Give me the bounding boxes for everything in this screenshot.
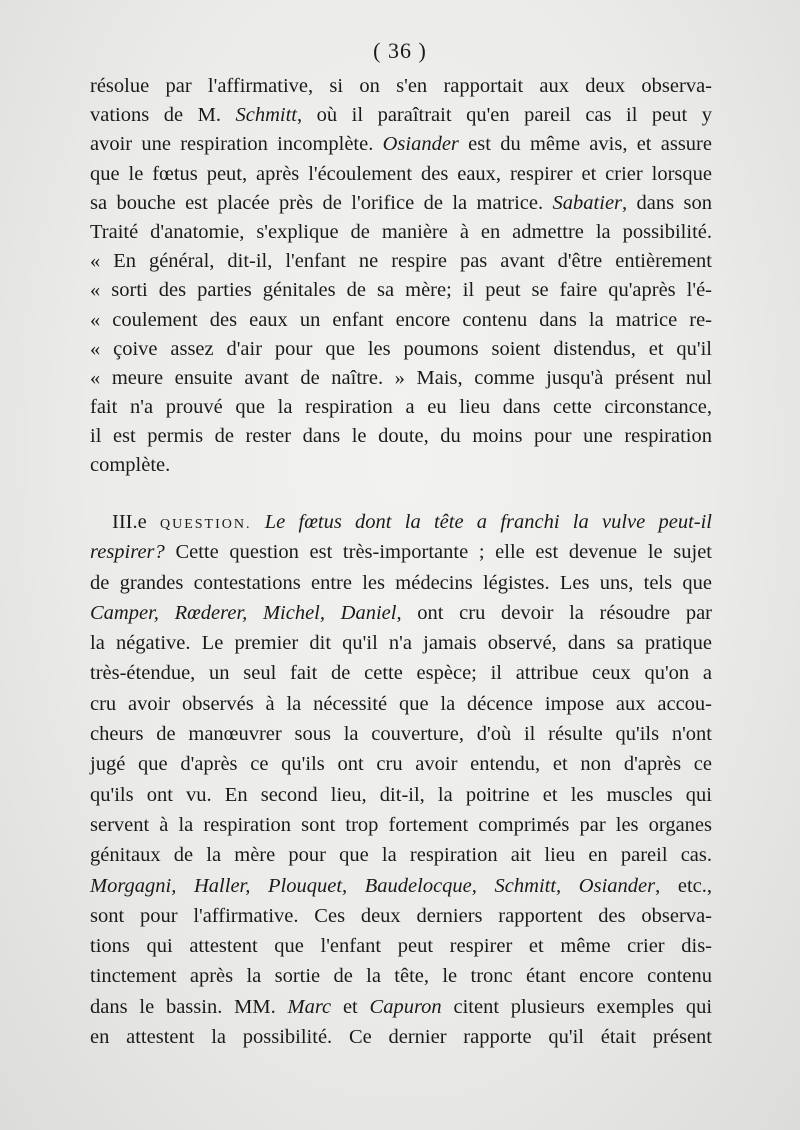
text-line: il est permis de rester dans le doute, du moins pour une respiration [90,425,712,448]
quote-line: « sorti des parties génitales de sa mère; il peut se faire qu'après l'é- [90,279,712,302]
text-line: résolue par l'affirmative, si on s'en rapportait aux deux observa- [90,75,712,97]
text-line: respirer? Cette question est très-importante ; elle est devenue le sujet [90,541,712,564]
author-name: Marc [287,995,332,1018]
text-line: génitaux de la mère pour que la respiration ait lieu en pareil cas. [90,844,712,867]
question-label: QUESTION. [159,517,252,532]
paragraph-1 [90,72,712,481]
text-line: sa bouche est placée près de l'orifice de la matrice. Sabatier, dans son [90,191,713,214]
question-text: respirer? [90,541,165,564]
author-name: Sabatier [552,191,623,214]
author-names: Morgagni, Haller, Plouquet, Baudelocque, Schmitt, Osiander [90,874,656,897]
paragraph-2 [90,507,712,1052]
text-line: la négative. Le premier dit qu'il n'a jamais observé, dans sa pratique [90,632,712,655]
question-text: Le fœtus dont la tête a franchi la vulve peut-il [264,511,713,533]
text-line: tions qui attestent que l'enfant peut respirer et même crier dis- [90,935,712,958]
text-line: fait n'a prouvé que la respiration a eu lieu dans cette circonstance, [90,396,712,419]
text-line: Camper, Rœderer, Michel, Daniel, ont cru devoir la résoudre par [90,601,712,624]
text-line: tinctement après la sortie de la tête, le tronc étant encore contenu [90,965,712,988]
text-line: Morgagni, Haller, Plouquet, Baudelocque, Schmitt, Osiander, etc., [90,874,712,897]
text-line: Traité d'anatomie, s'explique de manière à en admettre la possibilité. [90,220,712,243]
quote-line: « çoive assez d'air pour que les poumons soient distendus, et qu'il [90,337,712,360]
question-number: III.e [112,511,147,533]
text-line: cru avoir observés à la nécessité que la décence impose aux accou- [90,692,712,715]
author-name: Capuron [369,995,442,1018]
text-line: très-étendue, un seul fait de cette espèce; il attribue ceux qu'on a [90,662,712,685]
text-line: de grandes contestations entre les médecins légistes. Les uns, tels que [90,571,712,594]
text-line: vations de M. Schmitt, où il paraîtrait qu'en pareil cas il peut y [90,104,712,127]
question-heading [90,507,712,537]
text-line: qu'ils ont vu. En second lieu, dit-il, la poitrine et les muscles qui [90,783,712,806]
author-name: Osiander [382,133,459,156]
text-line: servent à la respiration sont trop fortement comprimés par les organes [90,813,712,836]
quote-line: « coulement des eaux un enfant encore contenu dans la matrice re- [90,308,712,331]
text-line: sont pour l'affirmative. Ces deux derniers rapportent des observa- [90,904,712,927]
text-line: en attestent la possibilité. Ce dernier rapporte qu'il était présent [90,1026,712,1049]
quote-line: « meure ensuite avant de naître. » Mais, comme jusqu'à présent nul [90,366,712,389]
author-name: Schmitt [235,104,297,127]
text-line: cheurs de manœuvrer sous la couverture, d'où il résulte qu'ils n'ont [90,723,712,746]
quote-line: « En général, dit-il, l'enfant ne respire pas avant d'être entièrement [90,250,712,273]
text-line: que le fœtus peut, après l'écoulement des eaux, respirer et crier lorsque [90,162,712,185]
page-number: ( 36 ) [373,38,427,63]
text-line: avoir une respiration incomplète. Osiander est du même avis, et assure [90,133,712,156]
text-line: dans le bassin. MM. Marc et Capuron citent plusieurs exemples qui [90,995,713,1018]
text-line: complète. [90,454,171,477]
author-names: Camper, Rœderer, Michel, Daniel [90,601,397,624]
text-line: jugé que d'après ce qu'ils ont cru avoir entendu, et non d'après ce [90,753,712,776]
